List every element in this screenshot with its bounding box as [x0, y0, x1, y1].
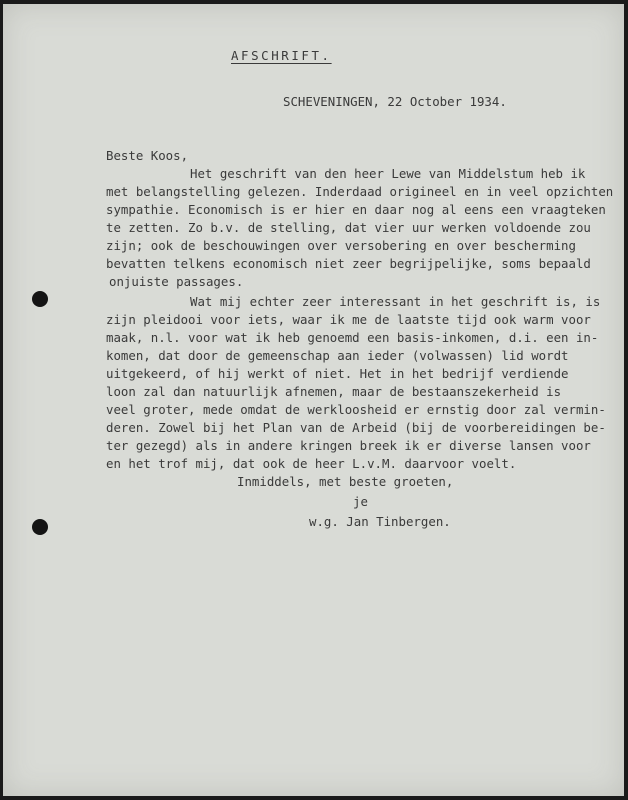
paragraph-2-line: deren. Zowel bij het Plan van de Arbeid (bij de voorbereidingen be-: [106, 420, 606, 435]
paragraph-2-line: maak, n.l. voor wat ik heb genoemd een basis-inkomen, d.i. een in-: [106, 330, 599, 345]
paragraph-2-line: uitgekeerd, of hij werkt of niet. Het in het bedrijf verdiende: [106, 366, 569, 381]
closing-je: je: [353, 494, 368, 509]
paragraph-1-line: zijn; ook de beschouwingen over versobering en over bescherming: [106, 238, 576, 253]
signature: w.g. Jan Tinbergen.: [309, 514, 451, 529]
letter-sheet: [3, 4, 624, 796]
paragraph-2-line: komen, dat door de gemeenschap aan ieder (volwassen) lid wordt: [106, 348, 569, 363]
punch-hole-bottom: [32, 519, 48, 535]
paragraph-2-line: zijn pleidooi voor iets, waar ik me de laatste tijd ook warm voor: [106, 312, 591, 327]
paragraph-1-line: sympathie. Economisch is er hier en daar nog al eens een vraagteken: [106, 202, 606, 217]
paragraph-1-line: onjuiste passages.: [109, 274, 244, 289]
paragraph-2-line: loon zal dan natuurlijk afnemen, maar de bestaanszekerheid is: [106, 384, 562, 399]
paragraph-2-line: veel groter, mede omdat de werkloosheid er ernstig door zal vermin-: [106, 402, 606, 417]
salutation: Beste Koos,: [106, 148, 189, 163]
paragraph-2-line: Wat mij echter zeer interessant in het geschrift is, is: [190, 294, 601, 309]
place-date: SCHEVENINGEN, 22 October 1934.: [283, 94, 507, 109]
document-heading: AFSCHRIFT.: [231, 48, 332, 63]
paragraph-1-line: met belangstelling gelezen. Inderdaad origineel en in veel opzichten: [106, 184, 614, 199]
paragraph-1-line: te zetten. Zo b.v. de stelling, dat vier uur werken voldoende zou: [106, 220, 591, 235]
punch-hole-top: [32, 291, 48, 307]
paragraph-2-line: en het trof mij, dat ook de heer L.v.M. daarvoor voelt.: [106, 456, 517, 471]
closing-line: Inmiddels, met beste groeten,: [237, 474, 454, 489]
paragraph-1-line: bevatten telkens economisch niet zeer begrijpelijke, soms bepaald: [106, 256, 591, 271]
paragraph-2-line: ter gezegd) als in andere kringen breek ik er diverse lansen voor: [106, 438, 591, 453]
paragraph-1-line: Het geschrift van den heer Lewe van Middelstum heb ik: [190, 166, 586, 181]
